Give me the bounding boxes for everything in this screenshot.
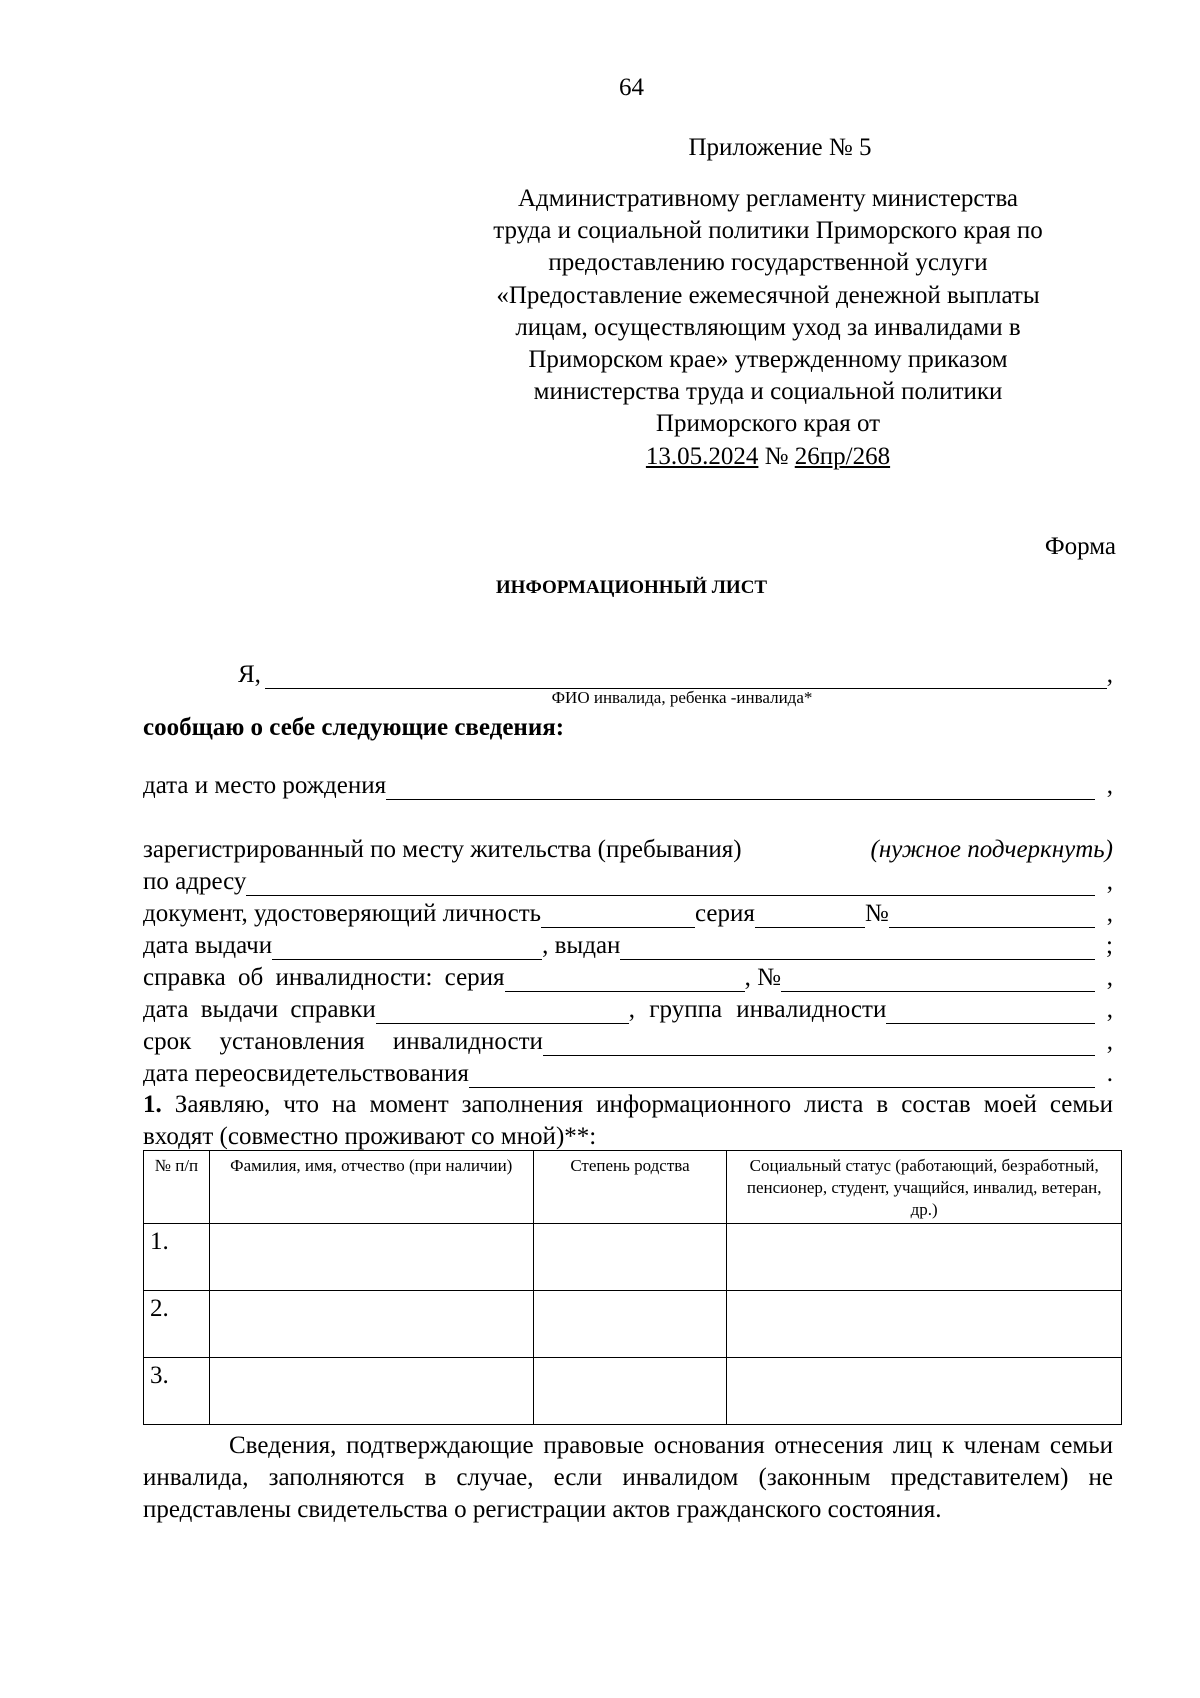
- page-number: 64: [619, 74, 644, 101]
- reexam-field[interactable]: [469, 1061, 1095, 1088]
- id-doc-type-field[interactable]: [541, 901, 695, 928]
- regulation-line: труда и социальной политики Приморского края по: [493, 217, 1043, 245]
- social-status-cell[interactable]: [727, 1358, 1122, 1425]
- family-members-table: [143, 1150, 1122, 1425]
- regulation-reference: [468, 183, 1068, 473]
- id-series-field[interactable]: [755, 901, 865, 928]
- cert-issue-date-field[interactable]: [376, 997, 629, 1024]
- applicant-name-caption: ФИО инвалида, ребенка -инвалида*: [551, 688, 813, 707]
- social-status-cell[interactable]: [727, 1224, 1122, 1291]
- id-issued-by-label: , выдан: [542, 932, 621, 959]
- table-header-row: [144, 1151, 1122, 1224]
- registered-row: [143, 832, 1113, 864]
- applicant-name-field[interactable]: [265, 662, 1107, 689]
- cert-issue-date-label: дата выдачи справки: [143, 996, 376, 1023]
- reexam-row: дата переосвидетельствования .: [143, 1060, 1113, 1087]
- reexam-label: дата переосвидетельствования: [143, 1060, 469, 1087]
- registered-label: зарегистрированный по месту жительства (пребывания): [143, 836, 742, 863]
- row-number: 2.: [144, 1291, 210, 1358]
- family-info-note: Сведения, подтверждающие правовые основания отнесения лиц к членам семьи инвалида, заполняются в случае, если инвалидом (законным представителем) не представлены свидетельства о регистрации актов гражданского состояния.: [143, 1432, 1113, 1523]
- section-1-paragraph: [143, 1089, 1113, 1153]
- id-issued-by-field[interactable]: [620, 933, 1095, 960]
- term-field[interactable]: [543, 1029, 1095, 1056]
- id-issue-date-field[interactable]: [272, 933, 542, 960]
- header-relation: Степень родства: [533, 1151, 727, 1224]
- regulation-line: Приморском крае» утвержденному приказом: [528, 346, 1008, 374]
- regulation-line: «Предоставление ежемесячной денежной выплаты: [496, 281, 1040, 309]
- full-name-cell[interactable]: [209, 1291, 533, 1358]
- id-series-label: серия: [695, 900, 755, 927]
- id-number-field[interactable]: [889, 901, 1095, 928]
- regulation-line: Административному регламенту министерства: [517, 185, 1019, 212]
- order-no-sign: №: [764, 442, 789, 470]
- table-row: [144, 1358, 1122, 1425]
- cert-row: справка об инвалидности: серия , № ,: [143, 964, 1113, 991]
- id-issue-row: дата выдачи , выдан ;: [143, 932, 1113, 959]
- cert-series-field[interactable]: [505, 965, 745, 992]
- row-number: 3.: [144, 1358, 210, 1425]
- relation-cell[interactable]: [533, 1224, 727, 1291]
- cert-label: справка об инвалидности: серия: [143, 964, 505, 991]
- address-row: по адресу ,: [143, 868, 1113, 895]
- group-field[interactable]: [886, 997, 1095, 1024]
- table-row: [144, 1291, 1122, 1358]
- intro-statement: сообщаю о себе следующие сведения:: [143, 714, 565, 741]
- table-row: [144, 1224, 1122, 1291]
- cert-number-field[interactable]: [781, 965, 1095, 992]
- address-label: по адресу: [143, 868, 247, 895]
- applicant-suffix: ,: [1106, 661, 1113, 688]
- regulation-line: Приморского края от: [655, 410, 881, 438]
- birth-label: дата и место рождения: [143, 772, 387, 799]
- address-field[interactable]: [246, 869, 1095, 896]
- order-number: 26пр/268: [794, 442, 891, 470]
- term-row: срок установления инвалидности ,: [143, 1028, 1113, 1055]
- registered-note: (нужное подчеркнуть): [870, 836, 1113, 863]
- header-social-status: Социальный статус (работающий, безработный, пенсионер, студент, учащийся, инвалид, ветеран, др.): [727, 1151, 1122, 1224]
- header-number: № п/п: [144, 1151, 210, 1224]
- order-date: 13.05.2024: [645, 442, 759, 470]
- row-number: 1.: [144, 1224, 210, 1291]
- birth-row: дата и место рождения ,: [143, 772, 1113, 799]
- order-reference: [468, 441, 1068, 473]
- group-label: , группа инвалидности: [628, 996, 887, 1023]
- id-issue-date-label: дата выдачи: [143, 932, 273, 959]
- full-name-cell[interactable]: [209, 1358, 533, 1425]
- cert-issue-row: дата выдачи справки , группа инвалидности ,: [143, 996, 1113, 1023]
- form-label: Форма: [1044, 533, 1116, 560]
- section-1-text: Заявляю, что на момент заполнения информационного листа в состав моей семьи входят (совместно проживают со мной)**:: [143, 1091, 1113, 1150]
- header-full-name: Фамилия, имя, отчество (при наличии): [209, 1151, 533, 1224]
- applicant-name-row: [143, 657, 1113, 689]
- regulation-line: предоставлению государственной услуги: [548, 249, 988, 277]
- id-number-label: №: [864, 900, 889, 927]
- applicant-prefix: Я,: [238, 661, 261, 688]
- relation-cell[interactable]: [533, 1358, 727, 1425]
- regulation-line: лицам, осуществляющим уход за инвалидами в: [515, 313, 1021, 341]
- id-doc-row: документ, удостоверяющий личность серия № ,: [143, 900, 1113, 927]
- term-label: срок установления инвалидности: [143, 1028, 543, 1055]
- relation-cell[interactable]: [533, 1291, 727, 1358]
- social-status-cell[interactable]: [727, 1291, 1122, 1358]
- full-name-cell[interactable]: [209, 1224, 533, 1291]
- section-1-number: 1.: [143, 1091, 162, 1118]
- id-doc-label: документ, удостоверяющий личность: [143, 900, 542, 927]
- appendix-label: Приложение № 5: [688, 134, 872, 161]
- birth-field[interactable]: [386, 773, 1095, 800]
- document-title: ИНФОРМАЦИОННЫЙ ЛИСТ: [495, 577, 768, 598]
- cert-number-label: , №: [744, 964, 781, 991]
- regulation-line: министерства труда и социальной политики: [533, 378, 1003, 406]
